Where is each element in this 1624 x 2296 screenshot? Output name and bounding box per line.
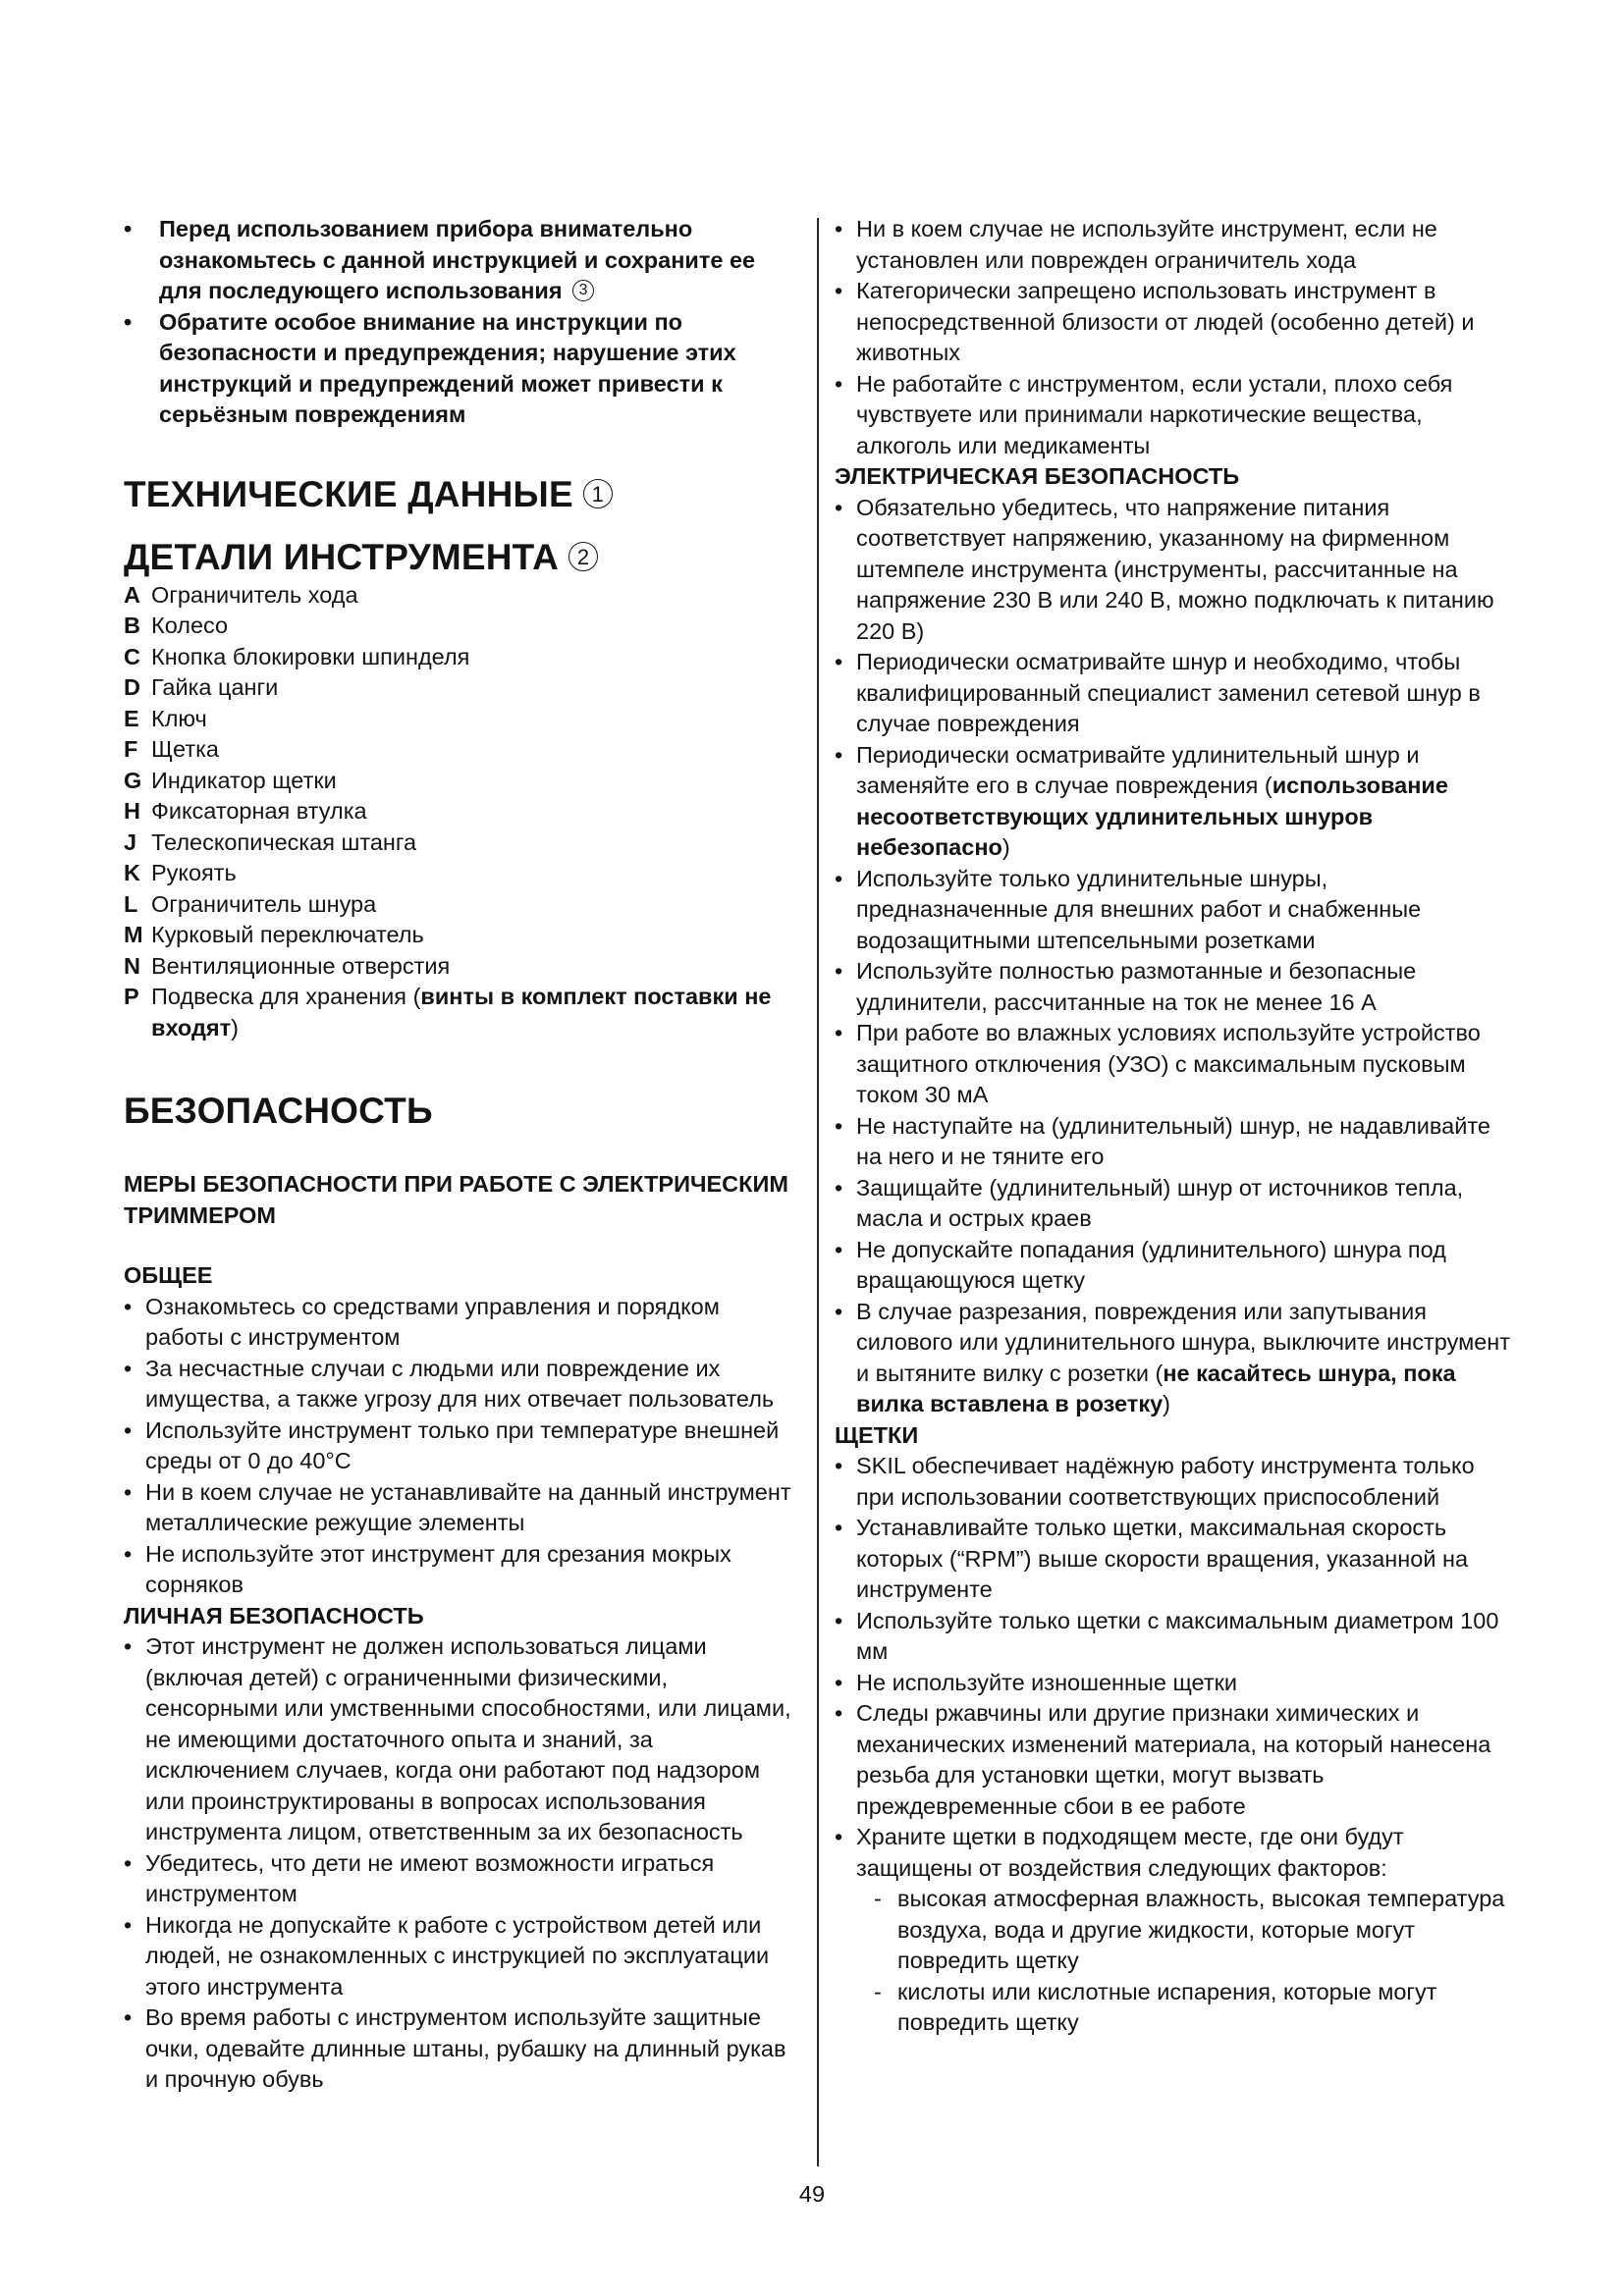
part-item: P Подвеска для хранения (винты в комплект поставки не входят)	[124, 984, 772, 1041]
safety-heading: БЕЗОПАСНОСТЬ	[124, 1091, 433, 1131]
part-item: H Фиксаторная втулка	[124, 798, 367, 824]
sub-list-item: - высокая атмосферная влажность, высокая температура воздуха, вода и другие жидкости, которые могут повредить щетку	[868, 1884, 1512, 1977]
list-item: • Ни в коем случае не устанавливайте на данный инструмент металлические режущие элементы	[124, 1477, 801, 1539]
figure-ref-badge: 1	[583, 479, 613, 508]
right-column	[835, 214, 1512, 2039]
trimmer-safety-subheading: МЕРЫ БЕЗОПАСНОСТИ ПРИ РАБОТЕ С ЭЛЕКТРИЧЕСКИМ ТРИММЕРОМ	[124, 1171, 788, 1228]
list-item: • Устанавливайте только щетки, максимальная скорость которых (“RPM”) выше скорости вращения, указанной на инструменте	[835, 1513, 1512, 1606]
list-item: • Ознакомьтесь со средствами управления и порядком работы с инструментом	[124, 1292, 801, 1354]
list-item: • Обязательно убедитесь, что напряжение питания соответствует напряжению, указанному на фирменном штемпеле инструмента (инструменты, рассчитанные на напряжение 230 В или 240 В, можно подключать к питанию 220 В)	[835, 493, 1512, 648]
list-item: • Категорически запрещено использовать инструмент в непосредственной близости от людей (особенно детей) и животных	[835, 276, 1512, 369]
part-item: E Ключ	[124, 705, 207, 731]
list-item: • Убедитесь, что дети не имеют возможности играться инструментом	[124, 1848, 801, 1910]
part-item: C Кнопка блокировки шпинделя	[124, 643, 470, 669]
general-section-title: ОБЩЕЕ	[124, 1262, 213, 1288]
list-item: • Этот инструмент не должен использоваться лицами (включая детей) с ограниченными физическими, сенсорными или умственными способностями, или лицами, не имеющими достаточного опыта и знаний, за исключением случаев, когда они работают под надзором или проинструктированы в вопросах использования инструмента лицом, ответственным за их безопасность	[124, 1631, 801, 1848]
list-item: • SKIL обеспечивает надёжную работу инструмента только при использовании соответствующих приспособлений	[835, 1451, 1512, 1513]
list-item: • Используйте только удлинительные шнуры, предназначенные для внешних работ и снабженные водозащитными штепсельными розетками	[835, 864, 1512, 957]
part-item: M Курковый переключатель	[124, 922, 424, 947]
list-item: • Периодически осматривайте удлинительный шнур и заменяйте его в случае повреждения (использование несоответствующих удлинительных шнуров небезопасно)	[835, 740, 1512, 864]
list-item: • Не используйте изношенные щетки	[835, 1668, 1512, 1699]
figure-ref-badge: 3	[572, 280, 594, 301]
list-item: • В случае разрезания, повреждения или запутывания силового или удлинительного шнура, выключите инструмент и вытяните вилку с розетки (не касайтесь шнура, пока вилка вставлена в розетку)	[835, 1297, 1512, 1420]
list-item: • Используйте полностью размотанные и безопасные удлинители, рассчитанные на ток не менее 16 A	[835, 956, 1512, 1018]
intro-item: • Обратите особое внимание на инструкции по безопасности и предупреждения; нарушение этих инструкций и предупреждений может привести к серьёзным повреждениям	[124, 307, 801, 431]
list-item: • Никогда не допускайте к работе с устройством детей или людей, не ознакомленных с инструкцией по эксплуатации этого инструмента	[124, 1910, 801, 2003]
part-item: N Вентиляционные отверстия	[124, 952, 451, 979]
part-item: K Рукоять	[124, 860, 237, 885]
figure-ref-badge: 2	[568, 542, 598, 571]
sub-list-item: - кислоты или кислотные испарения, которые могут повредить щетку	[868, 1977, 1512, 2039]
list-item: • Используйте только щетки с максимальным диаметром 100 мм	[835, 1606, 1512, 1668]
list-item: • Используйте инструмент только при температуре внешней среды от 0 до 40°C	[124, 1415, 801, 1477]
part-item: B Колесо	[124, 613, 229, 638]
intro-item: • Перед использованием прибора внимательно ознакомьтесь с данной инструкцией и сохраните ее для последующего использования 3	[124, 214, 801, 307]
parts-list	[124, 580, 801, 1044]
part-item: L Ограничитель шнура	[124, 890, 377, 917]
brushes-title: ЩЕТКИ	[835, 1421, 919, 1448]
tool-parts-heading: ДЕТАЛИ ИНСТРУМЕНТА 2	[124, 537, 801, 578]
intro-list	[124, 214, 801, 431]
personal-safety-title: ЛИЧНАЯ БЕЗОПАСНОСТЬ	[124, 1602, 424, 1629]
part-item: D Гайка цанги	[124, 674, 279, 700]
personal-safety-list	[124, 1631, 801, 2096]
page-number: 49	[798, 2181, 826, 2207]
list-item: • Защищайте (удлинительный) шнур от источников тепла, масла и острых краев	[835, 1173, 1512, 1235]
list-item: • При работе во влажных условиях используйте устройство защитного отключения (УЗО) с максимальным пусковым током 30 мA	[835, 1018, 1512, 1111]
list-item: • За несчастные случаи с людьми или повреждение их имущества, а также угрозу для них отвечает пользователь	[124, 1354, 801, 1415]
list-item: • Во время работы с инструментом используйте защитные очки, одевайте длинные штаны, рубашку на длинный рукав и прочную обувь	[124, 2002, 801, 2096]
part-item: G Индикатор щетки	[124, 767, 337, 793]
general-list	[124, 1292, 801, 1601]
electrical-safety-list	[835, 493, 1512, 1420]
part-item: F Щетка	[124, 736, 219, 762]
list-item: • Ни в коем случае не используйте инструмент, если не установлен или поврежден ограничитель хода	[835, 214, 1512, 276]
part-item: A Ограничитель хода	[124, 581, 358, 608]
column-divider	[817, 218, 819, 2166]
list-item: • Не наступайте на (удлинительный) шнур, не надавливайте на него и не тяните его	[835, 1111, 1512, 1173]
list-item: • Следы ржавчины или другие признаки химических и механических изменений материала, на который нанесена резьба для установки щетки, могут вызвать преждевременные сбои в ее работе	[835, 1698, 1512, 1822]
list-item: • Не работайте с инструментом, если устали, плохо себя чувствуете или принимали наркотические вещества, алкоголь или медикаменты	[835, 369, 1512, 462]
list-item: • Не используйте этот инструмент для срезания мокрых сорняков	[124, 1539, 801, 1601]
list-item: • Не допускайте попадания (удлинительного) шнура под вращающуюся щетку	[835, 1235, 1512, 1297]
left-column	[124, 214, 801, 2096]
part-item: J Телескопическая штанга	[124, 828, 417, 855]
list-item: • Периодически осматривайте шнур и необходимо, чтобы квалифицированный специалист заменил сетевой шнур в случае повреждения	[835, 647, 1512, 740]
brushes-list	[835, 1451, 1512, 2039]
personal-safety-list-continued	[835, 214, 1512, 461]
electrical-safety-title: ЭЛЕКТРИЧЕСКАЯ БЕЗОПАСНОСТЬ	[835, 463, 1240, 489]
tech-data-heading: ТЕХНИЧЕСКИЕ ДАННЫЕ 1	[124, 474, 801, 515]
list-item: • Храните щетки в подходящем месте, где они будут защищены от воздействия следующих факторов:	[835, 1822, 1512, 1884]
